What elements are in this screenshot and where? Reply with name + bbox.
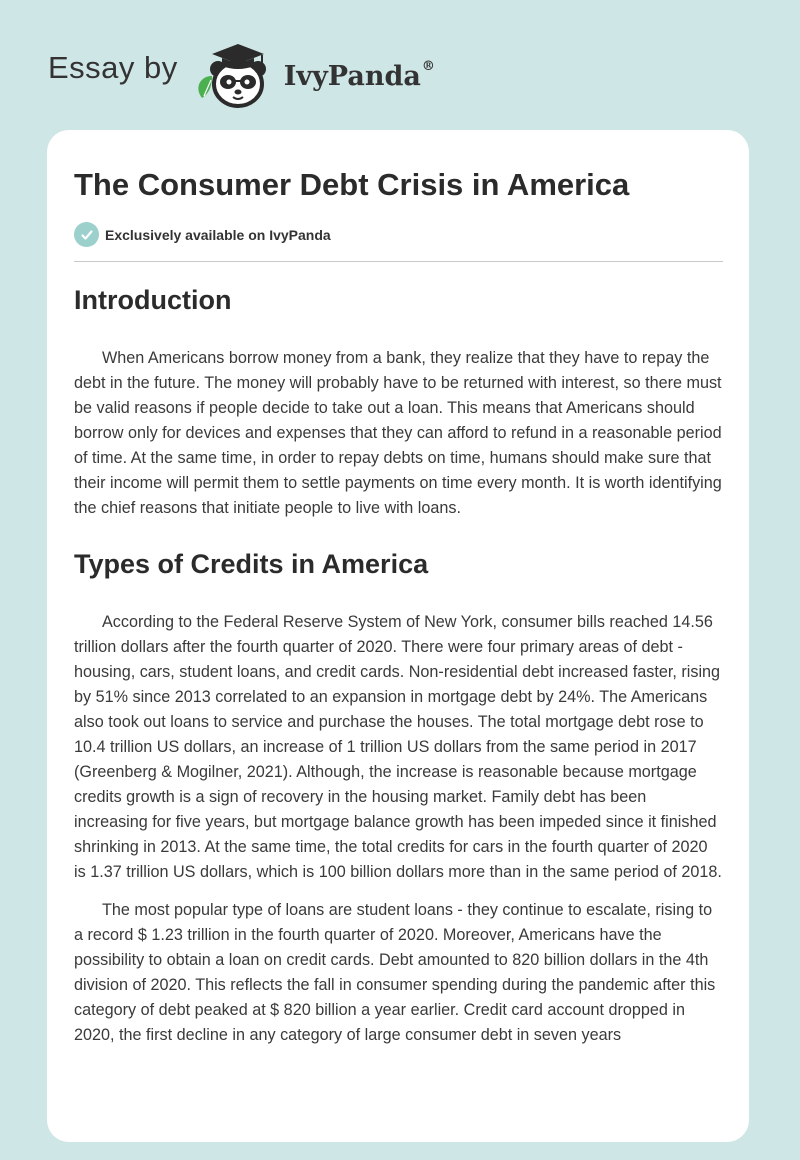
paragraph: According to the Federal Reserve System of New York, consumer bills reached 14.56 trillion dollars after the fourth quarter of 2020. There were four primary areas of debt - housing, cars, student loans, and credit cards. Non-residential debt increased faster, rising by 51% since 2013 correlated to an expansion in mortgage debt by 24%. The Americans also took out loans to service and purchase the houses. The total mortgage debt rose to 10.4 trillion US dollars, an increase of 1 trillion US dollars from the same period in 2017 (Greenberg & Mogilner, 2021). Although, the increase is reasonable because mortgage credits growth is a sign of recovery in the housing market. Family debt has been increasing for five years, but mortgage balance growth has been impeded since it finished shrinking in 2013. At the same time, the total credits for cars in the fourth quarter of 2020 is 1.37 trillion US dollars, which is 100 billion dollars more than in the same period of 2018. [74, 613, 722, 881]
article-body [74, 280, 723, 1048]
badge-label: Exclusively available on IvyPanda [105, 226, 331, 243]
check-mark-icon [80, 228, 94, 242]
check-circle-icon [74, 222, 99, 247]
title-divider [74, 261, 723, 262]
registered-mark: ® [421, 58, 435, 74]
brand-text: IvyPanda [283, 60, 421, 92]
page-title: The Consumer Debt Crisis in America [74, 167, 630, 202]
site-header [48, 34, 435, 114]
brand-name[interactable] [283, 58, 435, 92]
exclusive-badge [74, 222, 331, 247]
article-card [47, 130, 749, 1142]
section-heading-introduction: Introduction [74, 285, 232, 315]
panda-graduate-logo-icon[interactable] [192, 36, 282, 112]
paragraph: The most popular type of loans are student loans - they continue to escalate, rising to a record $ 1.23 trillion in the fourth quarter of 2020. Moreover, Americans have the possibility to obtain a loan on credit cards. Debt amounted to 820 billion dollars in the 4th division of 2020. This reflects the fall in consumer spending during the pandemic after this category of debt peaked at $ 820 billion a year earlier. Credit card account dropped in 2020, the first decline in any category of large consumer debt in seven years [74, 901, 716, 1044]
section-heading-types-of-credits: Types of Credits in America [74, 549, 429, 579]
essay-by-label: Essay by [48, 50, 178, 85]
paragraph: When Americans borrow money from a bank, they realize that they have to repay the debt in the future. The money will probably have to be returned with interest, so there must be valid reasons if people decide to take out a loan. This means that Americans should borrow only for devices and expenses that they can afford to refund in a reasonable period of time. At the same time, in order to repay debts on time, humans should make sure that their income will permit them to settle payments on time every month. It is worth identifying the chief reasons that initiate people to live with loans. [74, 349, 722, 517]
